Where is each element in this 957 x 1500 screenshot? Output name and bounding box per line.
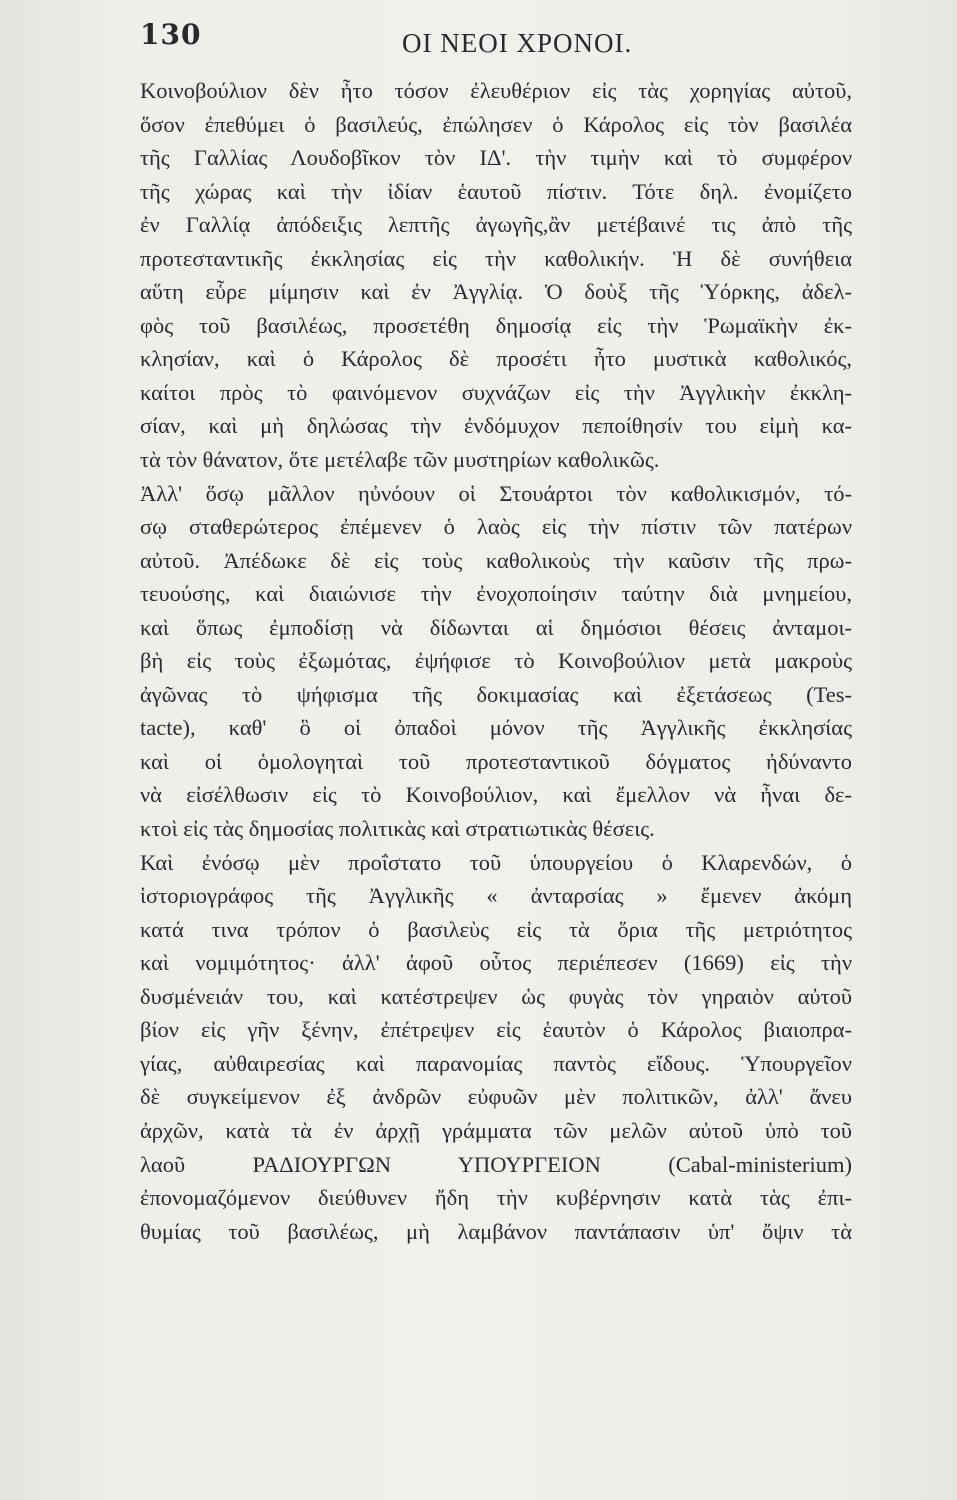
text-line: νὰ εἰσέλθωσιν εἰς τὸ Κοινοβούλιον, καὶ ἔμελλον νὰ ἦναι δε- — [140, 782, 852, 808]
text-line: tacte), καθ' ὃ οἱ ὀπαδοὶ μόνον τῆς Ἀγγλικῆς ἐκκλησίας — [140, 715, 852, 741]
text-line: Καὶ ἐνόσῳ μὲν προΐστατο τοῦ ὑπουργείου ὁ Κλαρενδών, ὁ — [140, 849, 852, 875]
text-line: καὶ οἱ ὁμολογηταὶ τοῦ προτεσταντικοῦ δόγματος ἠδύναντο — [140, 748, 852, 774]
text-line: δὲ συγκείμενον ἐξ ἀνδρῶν εὐφυῶν μὲν πολιτικῶν, ἀλλ' ἄνευ — [140, 1084, 852, 1110]
text-line: κατά τινα τρόπον ὁ βασιλεὺς εἰς τὰ ὅρια τῆς μετριότητος — [140, 916, 852, 942]
page-title: ΟΙ ΝΕΟΙ ΧΡΟΝΟΙ. — [402, 28, 633, 58]
text-line: ἀγῶνας τὸ ψήφισμα τῆς δοκιμασίας καὶ ἐξετάσεως (Tes- — [140, 681, 852, 707]
page-number: 130 — [140, 18, 202, 51]
text-line: καὶ ὅπως ἐμποδίσῃ νὰ δίδωνται αἱ δημόσιοι θέσεις ἀνταμοι- — [140, 614, 852, 640]
text-line: καίτοι πρὸς τὸ φαινόμενον συχνάζων εἰς τὴν Ἀγγλικὴν ἐκκλη- — [140, 379, 852, 405]
text-line: ἀρχῶν, κατὰ τὰ ἐν ἀρχῇ γράμματα τῶν μελῶν αὐτοῦ ὑπὸ τοῦ — [140, 1117, 852, 1143]
text-line: βὴ εἰς τοὺς ἐξωμότας, ἐψήφισε τὸ Κοινοβούλιον μετὰ μακροὺς — [140, 648, 852, 674]
text-line: βίον εἰς γῆν ξένην, ἐπέτρεψεν εἰς ἑαυτὸν ὁ Κάρολος βιαιοπρα- — [140, 1017, 852, 1043]
text-line: Κοινοβούλιον δὲν ἦτο τόσον ἐλευθέριον εἰς τὰς χορηγίας αὐτοῦ, — [140, 78, 852, 103]
text-line: κτοὶ εἰς τὰς δημοσίας πολιτικὰς καὶ στρατιωτικὰς θέσεις. — [140, 816, 655, 842]
text-line: κλησίαν, καὶ ὁ Κάρολος δὲ προσέτι ἦτο μυστικὰ καθολικός, — [140, 346, 852, 372]
text-line: αὐτοῦ. Ἀπέδωκε δὲ εἰς τοὺς καθολικοὺς τὴν καῦσιν τῆς πρω- — [140, 547, 852, 573]
text-line: τῆς χώρας καὶ τὴν ἰδίαν ἑαυτοῦ πίστιν. Τότε δηλ. ἐνομίζετο — [140, 178, 852, 204]
text-line: καὶ νομιμότητος· ἀλλ' ἀφοῦ οὗτος περιέπεσεν (1669) εἰς τὴν — [140, 950, 852, 976]
running-head — [140, 18, 860, 66]
text-line: τευούσης, καὶ διαιώνισε τὴν ἐνοχοποίησιν ταύτην διὰ μνημείου, — [140, 581, 852, 607]
text-line: θυμίας τοῦ βασιλέως, μὴ λαμβάνον παντάπασιν ὑπ' ὄψιν τὰ — [140, 1218, 852, 1244]
text-line: σῳ σταθερώτερος ἐπέμενεν ὁ λαὸς εἰς τὴν πίστιν τῶν πατέρων — [140, 514, 852, 540]
text-line: τῆς Γαλλίας Λουδοβῖκον τὸν ΙΔ'. τὴν τιμὴν καὶ τὸ συμφέρον — [140, 145, 852, 171]
text-line: λαοῦ ΡΑΔΙΟΥΡΓΩΝ ΥΠΟΥΡΓΕΙΟΝ (Cabal-ministerium) — [140, 1151, 852, 1177]
text-line: Ἀλλ' ὅσῳ μᾶλλον ηὐνόουν οἱ Στουάρτοι τὸν καθολικισμόν, τό- — [140, 480, 852, 506]
text-line: ἱστοριογράφος τῆς Ἀγγλικῆς « ἀνταρσίας » ἔμενεν ἀκόμη — [140, 883, 852, 909]
text-line: προτεσταντικῆς ἐκκλησίας εἰς τὴν καθολικήν. Ἡ δὲ συνήθεια — [140, 245, 852, 271]
text-line: ἐπονομαζόμενον διεύθυνεν ἤδη τὴν κυβέρνησιν κατὰ τὰς ἐπι- — [140, 1185, 852, 1211]
text-line: σίαν, καὶ μὴ δηλώσας τὴν ἐνδόμυχον πεποίθησίν του εἰμὴ κα- — [140, 413, 852, 439]
text-line: ἐν Γαλλίᾳ ἀπόδειξις λεπτῆς ἀγωγῆς,ἂν μετέβαινέ τις ἀπὸ τῆς — [140, 212, 852, 238]
text-line: φὸς τοῦ βασιλέως, προσετέθη δημοσίᾳ εἰς τὴν Ῥωμαϊκὴν ἐκ- — [140, 312, 852, 338]
text-line: τὰ τὸν θάνατον, ὅτε μετέλαβε τῶν μυστηρίων καθολικῶς. — [140, 447, 660, 473]
text-line: ὅσον ἐπεθύμει ὁ βασιλεύς, ἐπώλησεν ὁ Κάρολος εἰς τὸν βασιλέα — [140, 111, 852, 137]
body-text — [140, 74, 852, 1248]
text-line: αὕτη εὗρε μίμησιν καὶ ἐν Ἀγγλίᾳ. Ὁ δοὺξ τῆς Ὑόρκης, ἀδελ- — [140, 279, 852, 305]
text-line: γίας, αὐθαιρεσίας καὶ παρανομίας παντὸς εἴδους. Ὑπουργεῖον — [140, 1050, 852, 1076]
text-line: δυσμένειάν του, καὶ κατέστρεψεν ὡς φυγὰς τὸν γηραιὸν αὐτοῦ — [140, 983, 852, 1009]
